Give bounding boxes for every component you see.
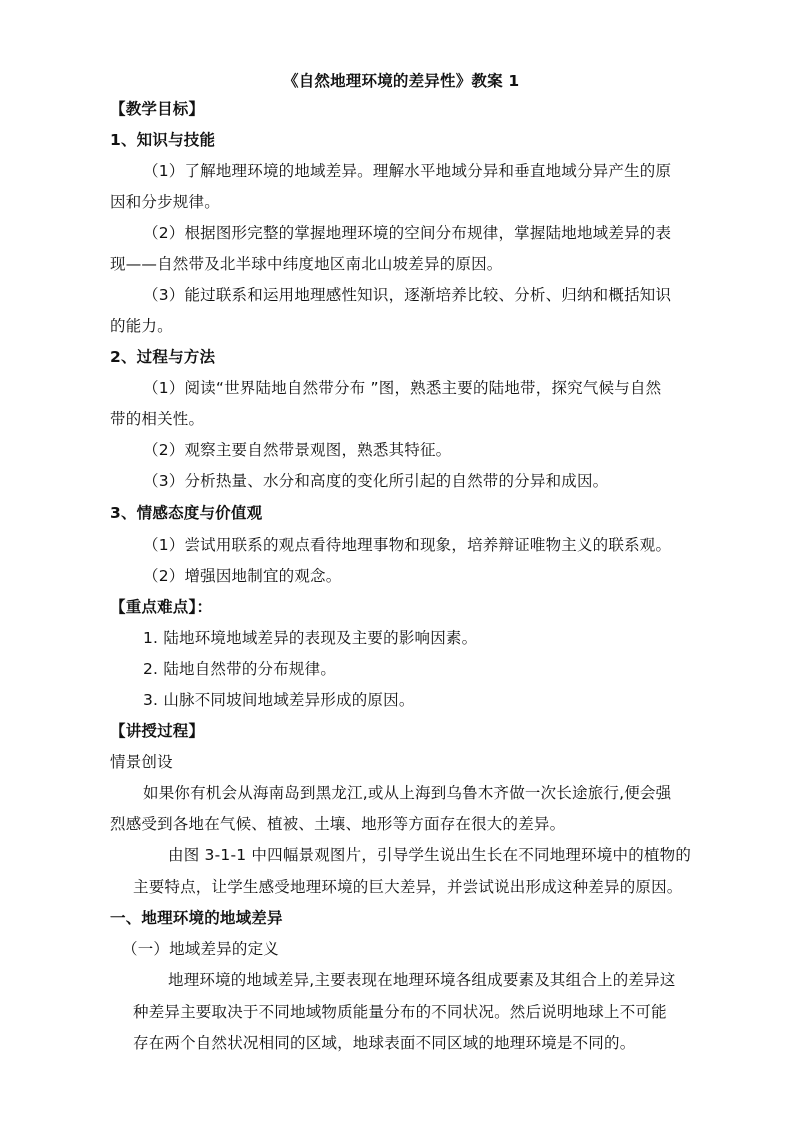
paragraph-line: （1）尝试用联系的观点看待地理事物和现象，培养辩证唯物主义的联系观。 [143,536,672,554]
lecture-heading: 【讲授过程】 [110,722,205,740]
paragraph-line: （1）阅读“世界陆地自然带分布 ”图，熟悉主要的陆地带，探究气候与自然 [143,379,662,397]
paragraph-line: （2）根据图形完整的掌握地理环境的空间分布规律，掌握陆地地域差异的表 [143,224,672,242]
paragraph-line: （3）分析热量、水分和高度的变化所引起的自然带的分异和成因。 [143,472,609,490]
list-item: 1. 陆地环境地域差异的表现及主要的影响因素。 [143,629,478,647]
paragraph-line: 的能力。 [110,317,173,335]
sub-one-heading: （一）地域差异的定义 [122,940,280,958]
paragraph-line: （3）能过联系和运用地理感性知识，逐渐培养比较、分析、归纳和概括知识 [143,286,672,304]
paragraph-line: 如果你有机会从海南岛到黑龙江,或从上海到乌鲁木齐做一次长途旅行,便会强 [143,784,672,802]
attitude-heading: 3、情感态度与价值观 [110,504,263,522]
paragraph-line: （1）了解地理环境的地域差异。理解水平地域分异和垂直地域分异产生的原 [143,162,672,180]
objectives-heading: 【教学目标】 [110,100,205,118]
knowledge-heading: 1、知识与技能 [110,131,216,149]
paragraph-line: 地理环境的地域差异,主要表现在地理环境各组成要素及其组合上的差异这 [168,971,676,989]
paragraph-line: （2）增强因地制宜的观念。 [143,567,342,585]
paragraph-line: 种差异主要取决于不同地域物质能量分布的不同状况。然后说明地球上不可能 [133,1003,667,1021]
paragraph-line: 由图 3-1-1 中四幅景观图片，引导学生说出生长在不同地理环境中的植物的 [168,846,692,864]
paragraph-line: 因和分步规律。 [110,193,220,211]
paragraph-line: （2）观察主要自然带景观图，熟悉其特征。 [143,441,452,459]
paragraph-line: 烈感受到各地在气候、植被、土壤、地形等方面存在很大的差异。 [110,815,566,833]
paragraph-line: 主要特点，让学生感受地理环境的巨大差异，并尝试说出形成这种差异的原因。 [133,878,683,896]
key-points-heading: 【重点难点】： [110,598,213,616]
paragraph-line: 带的相关性。 [110,410,205,428]
paragraph-line: 现——自然带及北半球中纬度地区南北山坡差异的原因。 [110,255,503,273]
process-heading: 2、过程与方法 [110,348,216,366]
paragraph-line: 存在两个自然状况相同的区域，地球表面不同区域的地理环境是不同的。 [133,1034,636,1052]
part-one-heading: 一、地理环境的地域差异 [110,909,283,927]
list-item: 3. 山脉不同坡间地域差异形成的原因。 [143,691,415,709]
list-item: 2. 陆地自然带的分布规律。 [143,660,337,678]
scenario-heading: 情景创设 [110,753,173,771]
page-title: 《自然地理环境的差异性》教案 1 [283,72,520,90]
